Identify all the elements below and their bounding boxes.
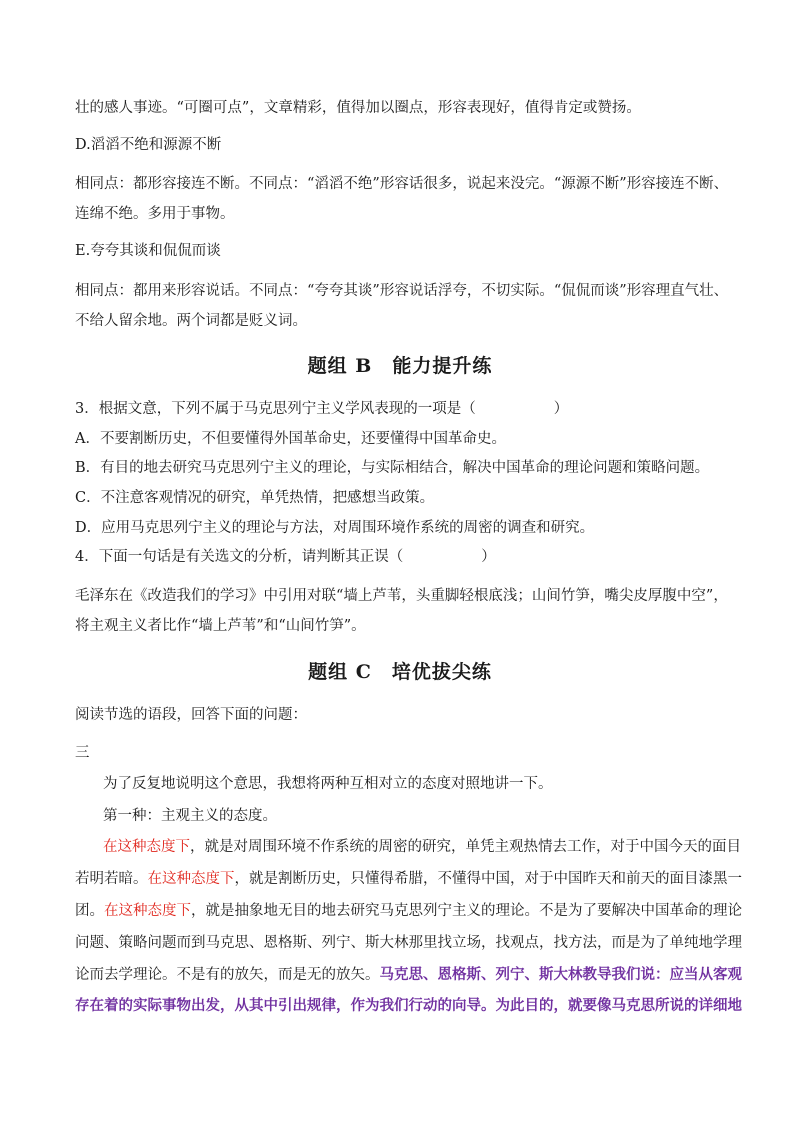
question-4-close: ） (481, 549, 496, 565)
option-c: C．不注意客观情况的研究，单凭热情，把感想当政策。 (75, 490, 435, 506)
passage-line-highlight: 存在着的实际事物出发，从其中引出规律，作为我们行动的向导。为此目的，就要像马克思所说的详细地 (75, 997, 742, 1014)
section-number: 三 (75, 745, 90, 761)
passage-line (75, 869, 742, 889)
text-line: 壮的感人事迹。“可圈可点”，文章精彩，值得加以圈点，形容表现好，值得肯定或赞扬。 (75, 100, 641, 116)
text-line: 相同点：都形容接连不断。不同点：“滔滔不绝”形容话很多，说起来没完。“源源不断”形容接连不断、 (75, 176, 729, 192)
passage-text: ，就是抽象地无目的地去研究马克思列宁主义的理论。不是为了要解决中国革命的理论 (191, 903, 742, 919)
highlight-purple: 马克思、恩格斯、列宁、斯大林教导我们说：应当从客观 (379, 966, 742, 983)
highlight-red: 在这种态度下 (103, 839, 190, 855)
passage-line: 第一种：主观主义的态度。 (103, 808, 277, 824)
passage-line: 为了反复地说明这个意思，我想将两种互相对立的态度对照地讲一下。 (103, 776, 553, 792)
passage-text: 论而去学理论。不是有的放矢，而是无的放矢。 (75, 967, 380, 983)
question-3-close: ） (553, 401, 569, 417)
text-line: 不给人留余地。两个词都是贬义词。 (75, 313, 307, 329)
passage-text: 团。 (75, 903, 104, 919)
question-3 (75, 399, 725, 419)
option-b: B．有目的地去研究马克思列宁主义的理论，与实际相结合，解决中国革命的理论问题和策略问题。 (75, 460, 710, 476)
passage-line (75, 901, 742, 921)
option-a: A．不要割断历史，不但要懂得外国革命史，还要懂得中国革命史。 (75, 431, 506, 447)
text-line: 连绵不绝。多用于事物。 (75, 206, 235, 222)
question-4 (75, 547, 725, 567)
passage-line (75, 965, 742, 985)
passage-line (103, 837, 753, 857)
passage-text: 若明若暗。 (75, 871, 148, 887)
passage-line: 问题、策略问题而到马克思、恩格斯、列宁、斯大林那里找立场，找观点，找方法，而是为了单纯地学理 (75, 935, 742, 951)
option-d: D．应用马克思列宁主义的理论与方法，对周围环境作系统的周密的调查和研究。 (75, 520, 595, 536)
highlight-red: 在这种态度下 (147, 871, 235, 887)
question-4-text: 4．下面一句话是有关选文的分析，请判断其正误（ (75, 549, 404, 565)
text-line: 相同点：都用来形容说话。不同点：“夸夸其谈”形容说话浮夸，不切实际。“侃侃而谈”形容理直气壮、 (75, 283, 729, 299)
item-d-title: D.滔滔不绝和源源不断 (75, 137, 222, 153)
passage-text: ，就是割断历史，只懂得希腊，不懂得中国，对于中国昨天和前天的面目漆黑一 (234, 871, 742, 887)
section-b-heading: 题组 B 能力提升练 (307, 355, 493, 377)
text-line: 毛泽东在《改造我们的学习》中引用对联“墙上芦苇，头重脚轻根底浅；山间竹笋，嘴尖皮厚腹中空”， (75, 588, 728, 604)
reading-instruction: 阅读节选的语段，回答下面的问题： (75, 707, 307, 723)
highlight-red: 在这种态度下 (104, 903, 191, 919)
item-e-title: E.夸夸其谈和侃侃而谈 (75, 243, 221, 259)
text-line: 将主观主义者比作“墙上芦苇”和“山间竹笋”。 (75, 618, 366, 634)
question-3-text: 3．根据文意，下列不属于马克思列宁主义学风表现的一项是（ (75, 401, 476, 417)
section-c-heading: 题组 C 培优拔尖练 (308, 661, 492, 683)
passage-text: ，就是对周围环境不作系统的周密的研究，单凭主观热情去工作，对于中国今天的面目 (190, 839, 741, 855)
